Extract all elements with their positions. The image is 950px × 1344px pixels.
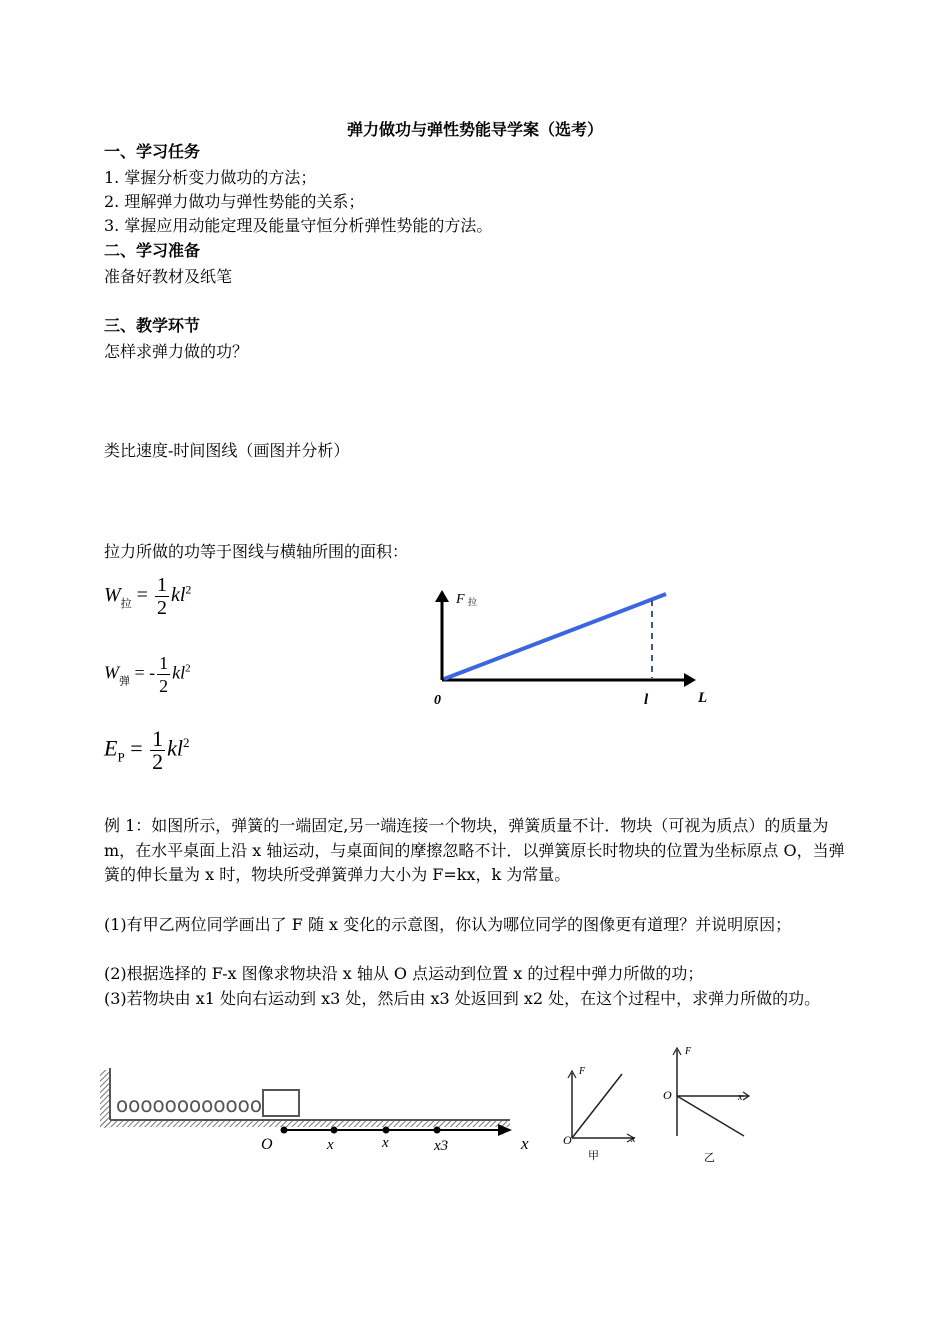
example-question-2: (2)根据选择的 F-x 图像求物块沿 x 轴从 O 点运动到位置 x 的过程中弹力所做的功； bbox=[104, 964, 704, 983]
formula-potential-energy: $E_P$ = $\frac{1}{2}$ $kl^2$ bbox=[104, 726, 190, 774]
page-title: 弹力做功与弹性势能导学案（选考） bbox=[346, 120, 603, 139]
force-line bbox=[677, 1096, 744, 1136]
question-text: 怎样求弹力做的功？ bbox=[104, 342, 249, 361]
block bbox=[263, 1090, 299, 1116]
formula-work-spring: $W_弹$ = - $\frac{1}{2}$ $kl^2$ bbox=[104, 653, 191, 696]
task-item: 1. 掌握分析变力做功的方法； bbox=[104, 168, 317, 187]
task-item: 2. 理解弹力做功与弹性势能的关系； bbox=[104, 192, 365, 211]
origin-label: 0 bbox=[434, 693, 441, 708]
point-o bbox=[281, 1127, 288, 1134]
example-question-1: (1)有甲乙两位同学画出了 F 随 x 变化的示意图，你认为哪位同学的图像更有道理？并说明原因； bbox=[104, 915, 792, 934]
origin-label: O bbox=[563, 1133, 572, 1147]
example-question-3: (3)若物块由 x1 处向右运动到 x3 处，然后由 x3 处返回到 x2 处，在这个过程中，求弹力所做的功。 bbox=[104, 989, 821, 1008]
point-x1 bbox=[331, 1127, 338, 1134]
force-line bbox=[572, 1074, 622, 1138]
label-x2: x bbox=[382, 1135, 389, 1151]
section-1-heading: 一、学习任务 bbox=[104, 142, 201, 161]
caption: 甲 bbox=[588, 1149, 599, 1162]
force-length-graph bbox=[420, 580, 720, 710]
analogy-text: 类比速度-时间图线（画图并分析） bbox=[104, 441, 350, 460]
y-label: F bbox=[685, 1046, 692, 1057]
wall bbox=[100, 1070, 110, 1128]
section-3-heading: 三、教学环节 bbox=[104, 316, 201, 335]
spring-block-figure bbox=[98, 1060, 548, 1160]
point-x3 bbox=[434, 1127, 441, 1134]
area-text: 拉力所做的功等于图线与横轴所围的面积： bbox=[104, 542, 409, 561]
caption: 乙 bbox=[704, 1151, 715, 1164]
y-axis-label: F bbox=[456, 592, 465, 607]
y-axis-subscript: 拉 bbox=[468, 598, 478, 608]
x-label: x bbox=[631, 1134, 636, 1145]
force-line bbox=[444, 594, 666, 679]
label-o: O bbox=[261, 1136, 273, 1153]
label-x1: x bbox=[327, 1137, 334, 1153]
graph-jia bbox=[555, 1058, 655, 1168]
label-x-axis: x bbox=[521, 1134, 529, 1153]
task-item: 3. 掌握应用动能定理及能量守恒分析弹性势能的方法。 bbox=[104, 216, 493, 235]
table-surface bbox=[100, 1120, 510, 1127]
origin-label: O bbox=[663, 1088, 672, 1102]
x-label: x bbox=[738, 1092, 743, 1103]
y-axis-arrow bbox=[435, 590, 449, 602]
x-axis-arrow bbox=[684, 673, 696, 687]
label-x3: x3 bbox=[434, 1138, 449, 1154]
example-paragraph: 例 1：如图所示，弹簧的一端固定,另一端连接一个物块，弹簧质量不计．物块（可视为质点）的质量为 m，在水平桌面上沿 x 轴运动，与桌面间的摩擦忽略不计．以弹簧原长时物块的位置为坐标原点 O，当弹簧的伸长量为 x 时，物块所受弹簧弹力大小为 F=kx，k 为常量。 bbox=[104, 816, 845, 884]
l-label: l bbox=[644, 692, 649, 708]
y-label: F bbox=[579, 1066, 586, 1077]
x-axis-label: L bbox=[698, 690, 708, 706]
formula-work-pull: $W_拉$ = $\frac{1}{2}$ $kl^2$ bbox=[104, 574, 192, 619]
point-x2 bbox=[383, 1127, 390, 1134]
graph-yi bbox=[658, 1040, 758, 1170]
spring-coil: oooooooooooo bbox=[116, 1093, 262, 1117]
preparation-text: 准备好教材及纸笔 bbox=[104, 267, 233, 286]
section-2-heading: 二、学习准备 bbox=[104, 241, 201, 260]
